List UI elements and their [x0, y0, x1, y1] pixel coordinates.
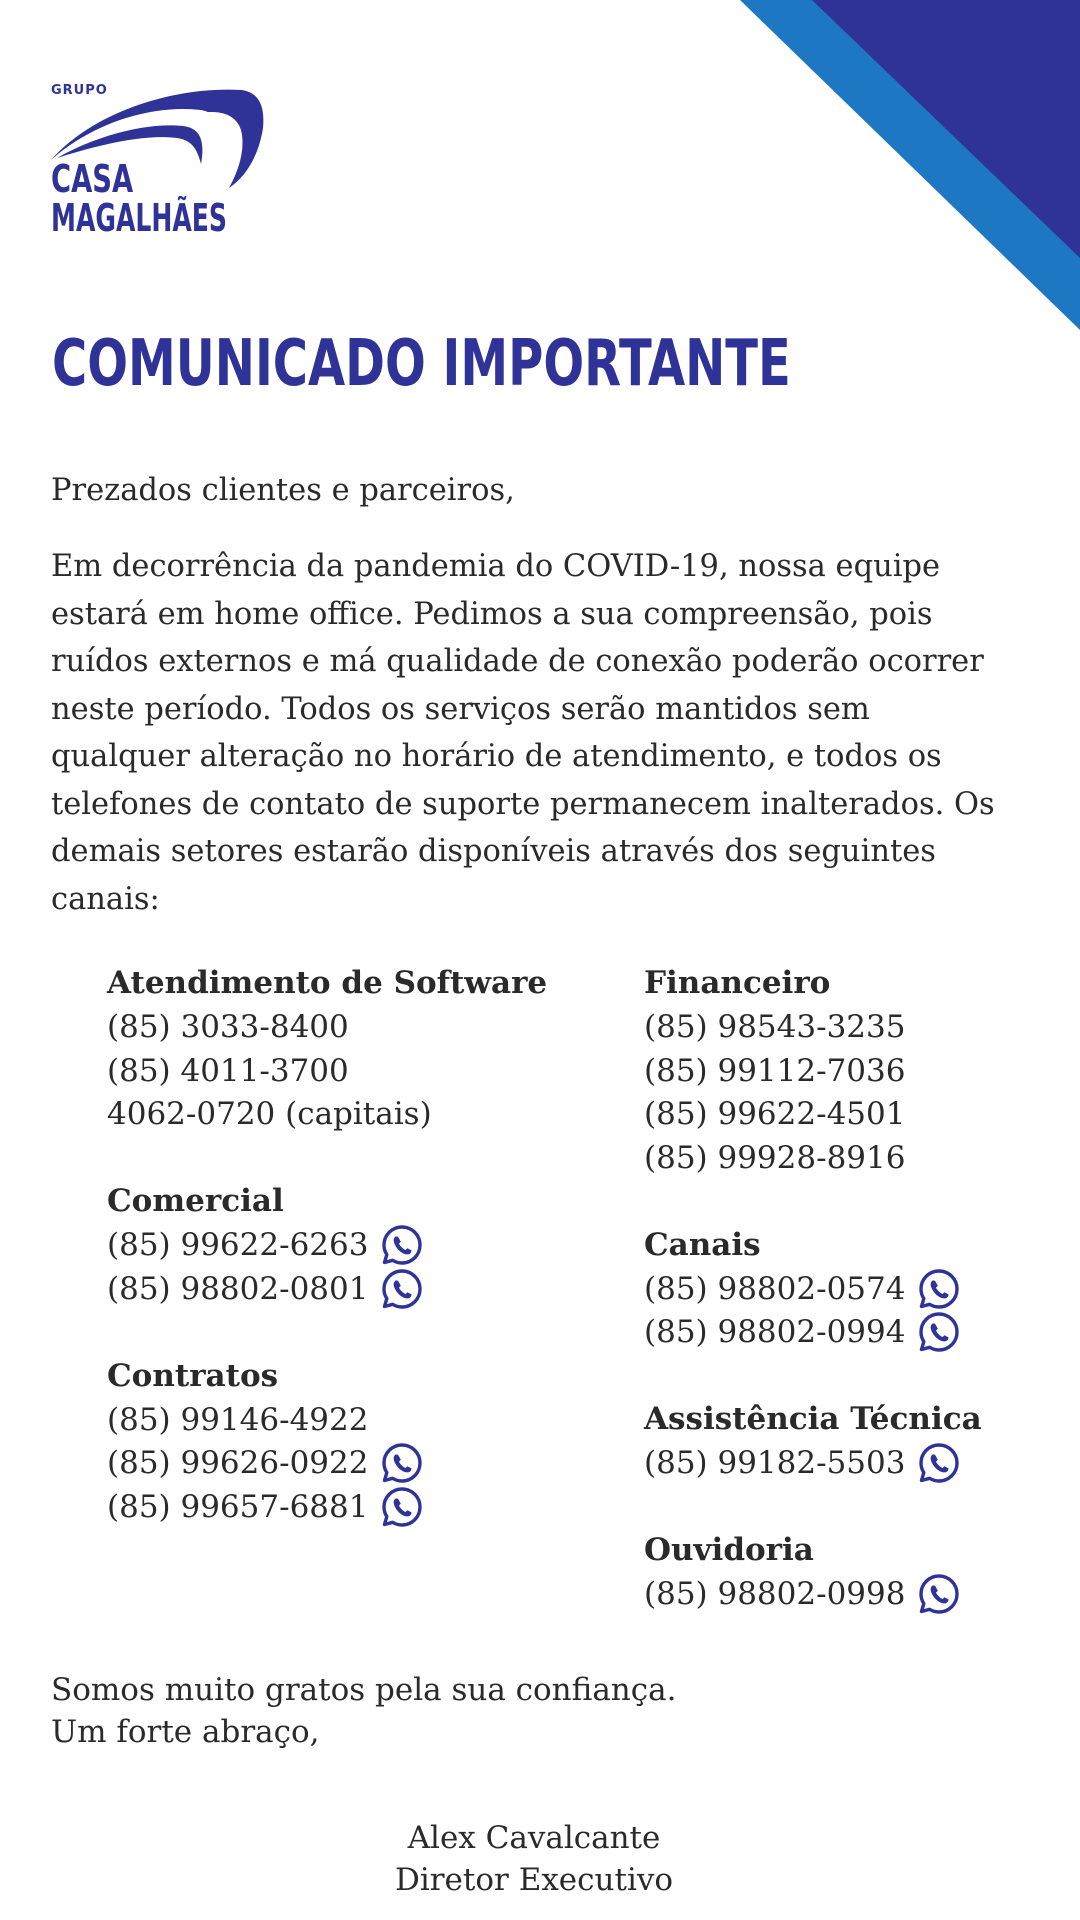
phone-text: (85) 98802-0574	[644, 1270, 906, 1307]
phone-text: (85) 98802-0801	[107, 1270, 369, 1307]
whatsapp-icon	[917, 1310, 961, 1354]
closing	[51, 1669, 676, 1753]
contact-section-software	[107, 962, 587, 1136]
phone-number	[644, 1442, 1080, 1486]
whatsapp-icon	[917, 1441, 961, 1485]
phone-text: (85) 98802-0998	[644, 1576, 906, 1613]
section-title: Assistência Técnica	[644, 1401, 982, 1437]
contact-section-comercial	[107, 1180, 587, 1311]
phone-number	[644, 1136, 1080, 1180]
closing-thanks: Somos muito gratos pela sua confiança.	[51, 1672, 677, 1708]
phone-number	[107, 1224, 587, 1268]
phone-number	[644, 1093, 1080, 1137]
section-title: Comercial	[107, 1183, 284, 1219]
page-title: COMUNICADO IMPORTANTE	[52, 327, 791, 401]
phone-text: (85) 99626-0922	[107, 1445, 369, 1482]
whatsapp-icon	[380, 1485, 424, 1529]
closing-farewell: Um forte abraço,	[51, 1714, 320, 1750]
phone-number	[107, 1006, 587, 1050]
body-paragraph: Em decorrência da pandemia do COVID-19, nossa equipe estará em home office. Pedimos a sua compreensão, pois ruídos externos e má qualidade de conexão poderão ocorrer neste período. Todos os serviços serão mantidos sem qualquer alteração no horário de atendimento, e todos os telefones de contato de suporte permanecem inalterados. Os demais setores estarão disponíveis através dos seguintes canais:	[51, 549, 995, 917]
contact-section-assistencia	[644, 1398, 1080, 1485]
contact-section-ouvidoria	[644, 1529, 1080, 1616]
corner-decoration	[740, 0, 1080, 330]
phone-number	[107, 1267, 587, 1311]
phone-number	[107, 1485, 587, 1529]
phone-number	[644, 1267, 1080, 1311]
phone-text: 4062-0720 (capitais)	[107, 1096, 432, 1133]
phone-text: (85) 99622-4501	[644, 1096, 906, 1133]
phone-text: (85) 3033-8400	[107, 1009, 349, 1046]
signature-role: Diretor Executivo	[394, 1862, 674, 1898]
phone-text: (85) 99112-7036	[644, 1052, 906, 1089]
logo-group-label: GRUPO	[51, 83, 108, 98]
phone-text: (85) 99146-4922	[107, 1401, 369, 1438]
phone-text: (85) 99622-6263	[107, 1227, 369, 1264]
whatsapp-icon	[917, 1572, 961, 1616]
signature	[0, 1817, 1068, 1901]
greeting: Prezados clientes e parceiros,	[51, 473, 515, 508]
phone-number	[644, 1311, 1080, 1355]
phone-number	[107, 1442, 587, 1486]
phone-text: (85) 99657-6881	[107, 1488, 369, 1525]
section-title: Contratos	[107, 1357, 279, 1394]
logo-word-casa: CASA	[51, 157, 134, 201]
section-title: Ouvidoria	[644, 1532, 814, 1568]
signature-name: Alex Cavalcante	[407, 1820, 661, 1856]
phone-text: (85) 98543-3235	[644, 1009, 906, 1046]
contact-section-financeiro	[644, 962, 1080, 1180]
phone-number	[107, 1398, 587, 1442]
section-title: Financeiro	[644, 965, 831, 1001]
phone-text: (85) 99928-8916	[644, 1139, 906, 1176]
phone-number	[107, 1049, 587, 1093]
phone-text: (85) 4011-3700	[107, 1052, 349, 1089]
contacts-left-column	[107, 962, 587, 1573]
contact-section-canais	[644, 1224, 1080, 1355]
company-logo	[51, 80, 276, 250]
phone-number	[644, 1573, 1080, 1617]
whatsapp-icon	[917, 1267, 961, 1311]
phone-number	[644, 1006, 1080, 1050]
phone-number	[644, 1049, 1080, 1093]
phone-text: (85) 98802-0994	[644, 1314, 906, 1351]
logo-word-magalhaes: MAGALHÃES	[51, 196, 227, 240]
contacts-right-column	[644, 962, 1080, 1660]
contact-section-contratos	[107, 1355, 587, 1529]
section-title: Canais	[644, 1226, 761, 1263]
phone-number	[107, 1093, 587, 1137]
whatsapp-icon	[380, 1223, 424, 1267]
section-title: Atendimento de Software	[107, 965, 548, 1001]
whatsapp-icon	[380, 1441, 424, 1485]
whatsapp-icon	[380, 1267, 424, 1311]
phone-text: (85) 99182-5503	[644, 1445, 906, 1482]
